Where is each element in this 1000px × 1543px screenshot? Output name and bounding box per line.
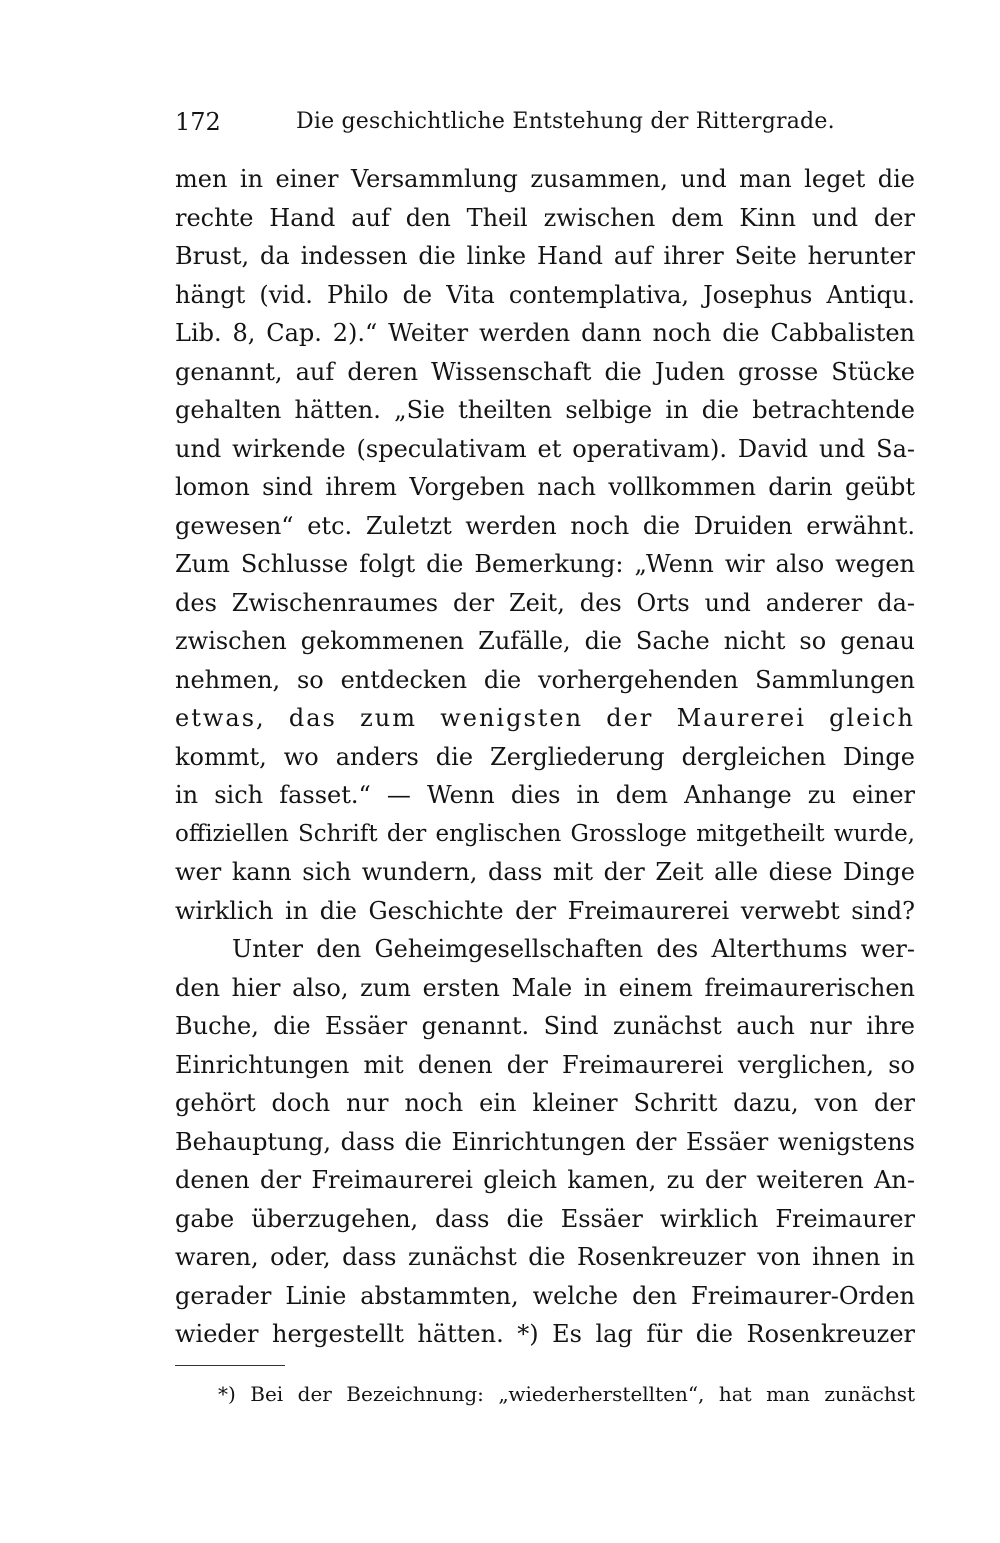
text-line: wirklich in die Geschichte der Freimaurerei verwebt sind? (175, 896, 915, 925)
text-line: Behauptung, dass die Einrichtungen der Essäer wenigstens (175, 1127, 915, 1156)
text-line: Lib. 8, Cap. 2).“ Weiter werden dann noch die Cabbalisten (175, 319, 915, 347)
text-line: men in einer Versammlung zusammen, und man leget die (175, 165, 915, 193)
text-line: Brust, da indessen die linke Hand auf ihrer Seite herunter (175, 242, 915, 270)
text-line: gabe überzugehen, dass die Essäer wirklich Freimaurer (175, 1204, 915, 1233)
text-line: den hier also, zum ersten Male in einem freimaurerischen (175, 973, 915, 1002)
text-line: etwas, das zum wenigsten der Maurerei gleich (175, 704, 915, 732)
text-line: denen der Freimaurerei gleich kamen, zu der weiteren An- (175, 1166, 915, 1194)
text-line: offiziellen Schrift der englischen Grossloge mitgetheilt wurde, (175, 820, 915, 847)
text-line: Einrichtungen mit denen der Freimaurerei verglichen, so (175, 1050, 915, 1079)
body-text (175, 160, 915, 1354)
text-line: kommt, wo anders die Zergliederung dergleichen Dinge (175, 742, 915, 771)
text-line: Zum Schlusse folgt die Bemerkung: „Wenn wir also wegen (175, 550, 915, 578)
text-line: lomon sind ihrem Vorgeben nach vollkommen darin geübt (175, 473, 915, 501)
text-line: gewesen“ etc. Zuletzt werden noch die Druiden erwähnt. (175, 511, 915, 540)
page-header (175, 102, 915, 142)
text-line: Unter den Geheimgesellschaften des Alterthums wer- (232, 935, 915, 963)
text-line: gehalten hätten. „Sie theilten selbige in die betrachtende (175, 396, 915, 424)
text-line: nehmen, so entdecken die vorhergehenden Sammlungen (175, 665, 915, 694)
footnote-divider (175, 1365, 285, 1366)
text-line: hängt (vid. Philo de Vita contemplativa, Josephus Antiqu. (175, 280, 915, 309)
text-line: gehört doch nur noch ein kleiner Schritt dazu, von der (175, 1089, 915, 1117)
running-title: Die geschichtliche Entstehung der Rittergrade. (296, 109, 835, 134)
text-line: gerader Linie abstammten, welche den Freimaurer-Orden (175, 1281, 915, 1310)
text-line: zwischen gekommenen Zufälle, die Sache nicht so genau (175, 627, 915, 655)
text-line: genannt, auf deren Wissenschaft die Juden grosse Stücke (175, 357, 915, 386)
text-line: Buche, die Essäer genannt. Sind zunächst auch nur ihre (175, 1012, 915, 1040)
text-line: in sich fasset.“ — Wenn dies in dem Anhange zu einer (175, 781, 915, 809)
page-number: 172 (175, 108, 221, 136)
text-line: wer kann sich wundern, dass mit der Zeit alle diese Dinge (175, 858, 915, 886)
text-line: wieder hergestellt hätten. *) Es lag für die Rosenkreuzer (175, 1320, 915, 1348)
text-line: und wirkende (speculativam et operativam). David und Sa- (175, 434, 915, 463)
footnote: *) Bei der Bezeichnung: „wiederherstellten“, hat man zunächst (218, 1382, 915, 1406)
text-line: des Zwischenraumes der Zeit, des Orts und anderer da- (175, 588, 915, 617)
text-line: rechte Hand auf den Theil zwischen dem Kinn und der (175, 203, 915, 232)
text-line: waren, oder, dass zunächst die Rosenkreuzer von ihnen in (175, 1243, 915, 1271)
